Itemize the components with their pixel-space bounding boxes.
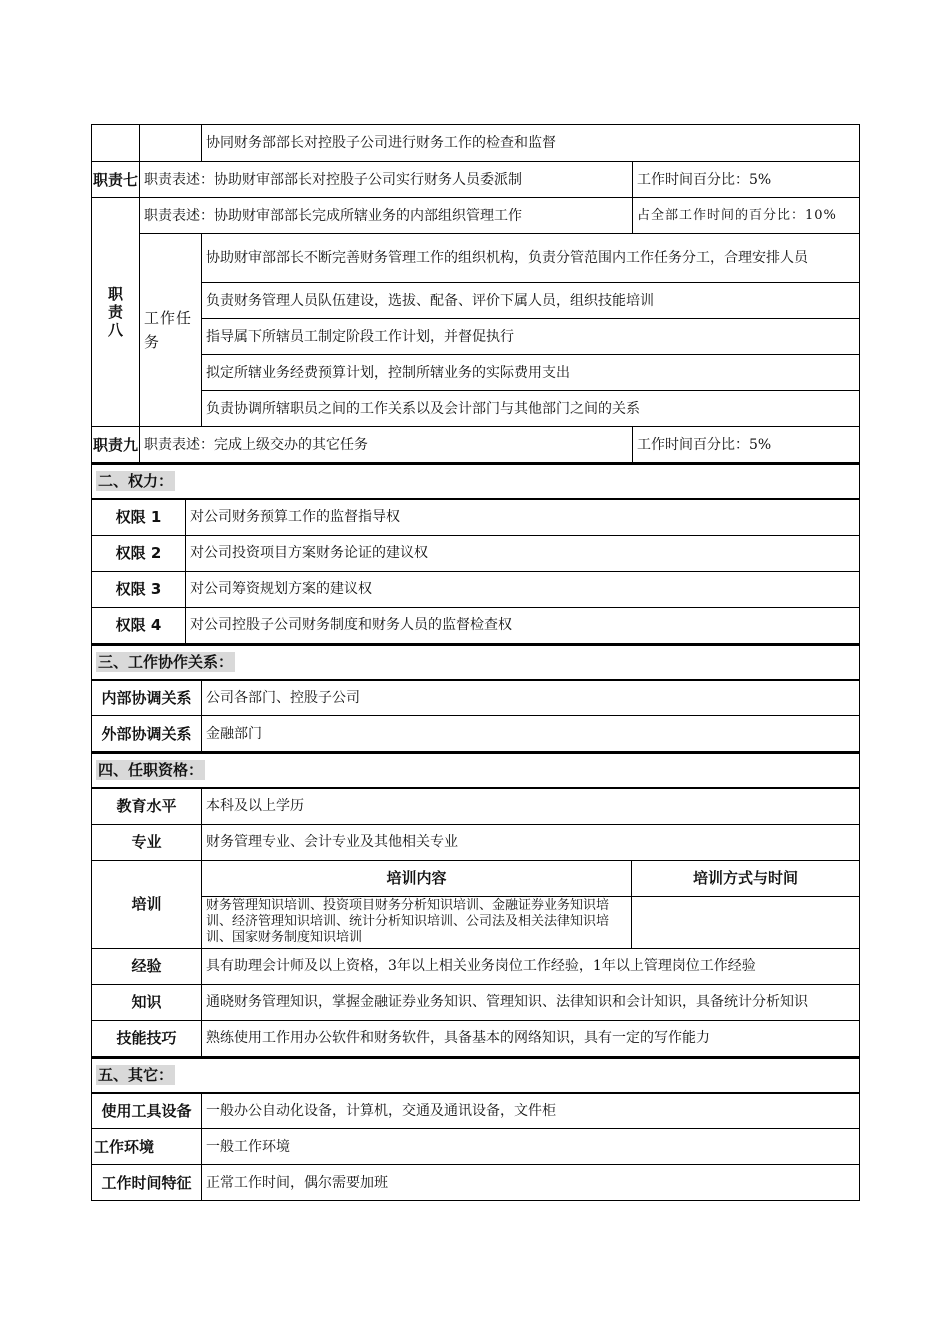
external-relations-value: 金融部门 xyxy=(202,716,860,752)
duty8-tasks-label: 工作任务 xyxy=(140,234,202,427)
duty9-label: 职责九 xyxy=(92,427,140,463)
education-label: 教育水平 xyxy=(92,788,202,824)
tools-label: 使用工具设备 xyxy=(92,1093,202,1129)
power-table xyxy=(91,463,860,644)
power-text-3: 对公司筹资规划方案的建议权 xyxy=(186,571,860,607)
internal-relations-value: 公司各部门、控股子公司 xyxy=(202,680,860,716)
duty8-label: 职责八 xyxy=(92,198,140,427)
external-relations-label: 外部协调关系 xyxy=(92,716,202,752)
power-text-2: 对公司投资项目方案财务论证的建议权 xyxy=(186,535,860,571)
power-label-1: 权限 1 xyxy=(92,499,186,535)
power-label-2: 权限 2 xyxy=(92,535,186,571)
power-label-3: 权限 3 xyxy=(92,571,186,607)
qualifications-table xyxy=(91,752,860,1057)
duty8-task-2: 负责财务管理人员队伍建设，选拔、配备、评价下属人员，组织技能培训 xyxy=(202,283,860,319)
training-content-header: 培训内容 xyxy=(202,860,632,896)
knowledge-value: 通晓财务管理知识，掌握金融证券业务知识、管理知识、法律知识和会计知识，具备统计分析知识 xyxy=(202,984,860,1020)
task-cell: 协同财务部部长对控股子公司进行财务工作的检查和监督 xyxy=(202,125,860,162)
relations-table xyxy=(91,644,860,753)
duty8-statement: 职责表述：协助财审部部长完成所辖业务的内部组织管理工作 xyxy=(140,198,633,234)
environment-value: 一般工作环境 xyxy=(202,1129,860,1165)
duty9-statement: 职责表述：完成上级交办的其它任务 xyxy=(140,427,633,463)
duty8-task-1: 协助财审部部长不断完善财务管理工作的组织机构，负责分管范围内工作任务分工，合理安排人员 xyxy=(202,234,860,283)
training-content: 财务管理知识培训、投资项目财务分析知识培训、金融证券业务知识培训、经济管理知识培训、统计分析知识培训、公司法及相关法律知识培训、国家财务制度知识培训 xyxy=(202,896,632,948)
duty8-task-4: 拟定所辖业务经费预算计划，控制所辖业务的实际费用支出 xyxy=(202,355,860,391)
duty7-statement: 职责表述：协助财审部部长对控股子公司实行财务人员委派制 xyxy=(140,162,633,198)
training-method-header: 培训方式与时间 xyxy=(632,860,860,896)
knowledge-label: 知识 xyxy=(92,984,202,1020)
duty8-task-5: 负责协调所辖职员之间的工作关系以及会计部门与其他部门之间的关系 xyxy=(202,391,860,427)
training-label: 培训 xyxy=(92,860,202,948)
duty9-time: 工作时间百分比：5% xyxy=(633,427,860,463)
power-label-4: 权限 4 xyxy=(92,607,186,643)
work-hours-value: 正常工作时间，偶尔需要加班 xyxy=(202,1165,860,1201)
skills-label: 技能技巧 xyxy=(92,1020,202,1056)
skills-value: 熟练使用工作用办公软件和财务软件，具备基本的网络知识，具有一定的写作能力 xyxy=(202,1020,860,1056)
section-relations-title: 三、工作协作关系： xyxy=(92,645,860,680)
experience-value: 具有助理会计师及以上资格，3年以上相关业务岗位工作经验，1年以上管理岗位工作经验 xyxy=(202,948,860,984)
duty8-task-3: 指导属下所辖员工制定阶段工作计划，并督促执行 xyxy=(202,319,860,355)
duty8-time: 占全部工作时间的百分比：10% xyxy=(633,198,860,234)
work-hours-label: 工作时间特征 xyxy=(92,1165,202,1201)
experience-label: 经验 xyxy=(92,948,202,984)
power-text-1: 对公司财务预算工作的监督指导权 xyxy=(186,499,860,535)
internal-relations-label: 内部协调关系 xyxy=(92,680,202,716)
environment-label: 工作环境 xyxy=(92,1129,202,1165)
major-value: 财务管理专业、会计专业及其他相关专业 xyxy=(202,824,860,860)
job-description-page xyxy=(91,124,859,1201)
duty7-label: 职责七 xyxy=(92,162,140,198)
others-table xyxy=(91,1057,860,1202)
blank-cell xyxy=(92,125,140,162)
section-power-title: 二、权力： xyxy=(92,464,860,499)
duty7-time: 工作时间百分比：5% xyxy=(633,162,860,198)
education-value: 本科及以上学历 xyxy=(202,788,860,824)
section-others-title: 五、其它： xyxy=(92,1058,860,1093)
tools-value: 一般办公自动化设备，计算机，交通及通讯设备，文件柜 xyxy=(202,1093,860,1129)
job-description-table xyxy=(91,124,860,463)
power-text-4: 对公司控股子公司财务制度和财务人员的监督检查权 xyxy=(186,607,860,643)
section-qualifications-title: 四、任职资格： xyxy=(92,753,860,788)
blank-cell xyxy=(140,125,202,162)
major-label: 专业 xyxy=(92,824,202,860)
training-method xyxy=(632,896,860,948)
